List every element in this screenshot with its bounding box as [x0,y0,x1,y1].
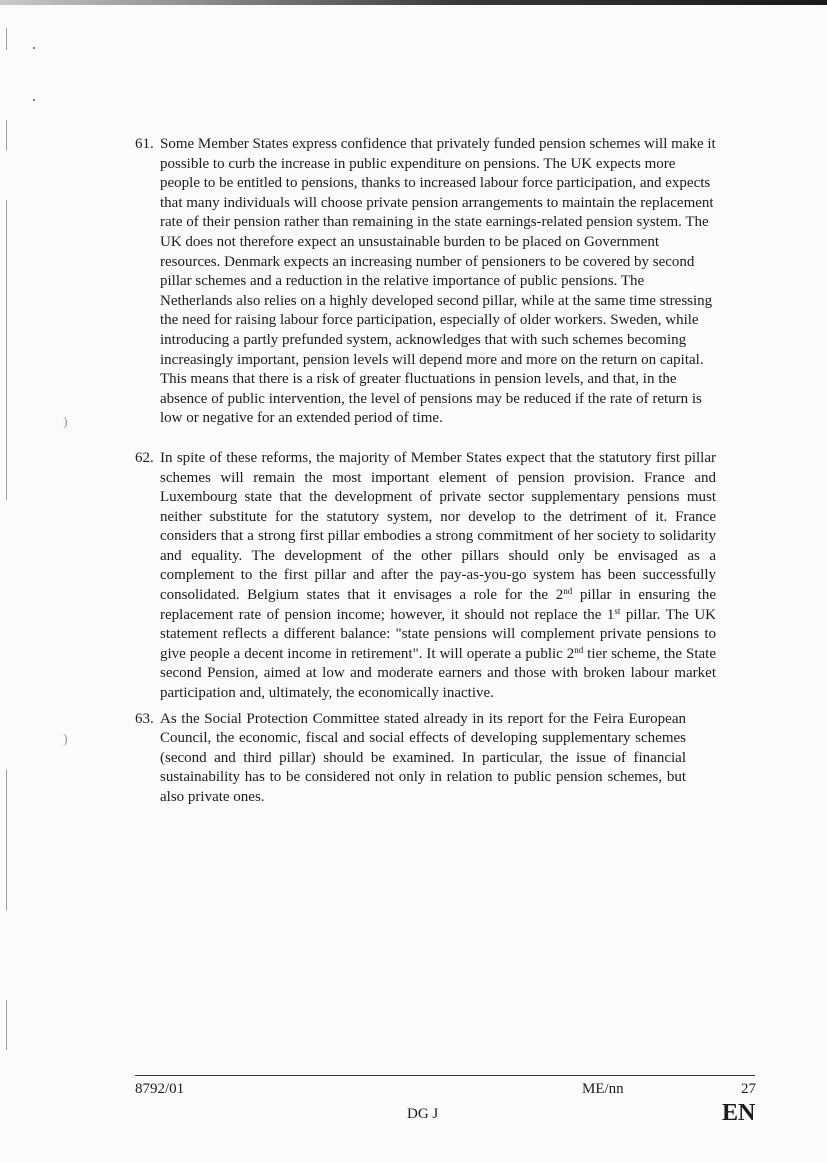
document-number: 8792/01 [135,1081,185,1097]
ordinal-suffix: nd [574,644,584,655]
footer-rule [135,1075,755,1076]
scan-dot [33,47,35,49]
paragraph-text: Some Member States express confidence that privately funded pension schemes will make it possible to curb the increase in public expenditure on pensions. The UK expects more people to be entitled to pensions, thanks to increased labour force participation, and expects that many individuals will choose private pension arrangements to maintain the replacement rate of their pension rather than remaining in the state earnings-related pension system. The UK does not therefore expect an unsustainable burden to be placed on Government resources. Denmark expects an increasing number of pensioners to be covered by second pillar schemes and a reduction in the relative importance of public pensions. The Netherlands also relies on a highly developed second pillar, while at the same time stressing the need for raising labour force participation, especially of older workers. Sweden, while introducing a partly prefunded system, acknowledges that with such schemes becoming increasingly important, pension levels will depend more and more on the return on capital. This means that there is a risk of greater fluctuations in pension levels, and that, in the absence of public intervention, the level of pensions may be reduced if the rate of return is low or negative for an extended period of time. [160,136,716,427]
ordinal-suffix: st [614,605,621,616]
paragraph-number: 62. [135,449,154,466]
ordinal-suffix: nd [563,586,573,597]
scan-margin-mark [6,120,7,150]
paragraph-number: 63. [135,710,154,727]
paragraph-62 [135,449,716,704]
scan-top-edge [0,0,827,5]
scan-margin-mark [6,1000,7,1050]
document-body [135,135,716,808]
text-segment: In spite of these reforms, the majority of Member States expect that the statutory first pillar schemes will remain the most important element of pension provision. France and Luxembourg state that the development of private sector supplementary pensions must neither substitute for the statutory system, nor develop to the detriment of it. France considers that a strong first pillar embodies a strong commitment of her society to solidarity and equality. The development of the other pillars should only be envisaged as a complement to the first pillar and after the pay-as-you-go system has been successfully consolidated. Belgium states that it envisages a role for the 2 [160,449,716,604]
text-segment: tier scheme, the State second Pension, aimed at low and moderate earners and those with broken labour market participation and, ultimately, the economically inactive. [160,645,716,702]
paragraph-text [160,449,716,704]
paragraph-63 [135,710,716,808]
author-initials: ME/nn [582,1081,624,1097]
paragraph-text: As the Social Protection Committee stated already in its report for the Feira European Council, the economic, fiscal and social effects of developing supplementary schemes (second and third pillar) should be examined. In particular, the issue of financial sustainability has to be considered not only in relation to public pension schemes, but also private ones. [160,710,686,805]
scan-margin-mark [6,770,7,910]
page-number: 27 [741,1081,756,1097]
scan-margin-mark [6,28,7,50]
text-segment: pillar in ensuring the replacement rate of pension income; however, it should not replace the 1 [160,587,716,623]
text-segment: pillar. The UK statement reflects a different balance: "state pensions will complement private pensions to give people a decent income in retirement". It will operate a public 2 [160,606,716,662]
scan-margin-mark [6,200,7,500]
language-code: EN [722,1100,756,1126]
scan-paren-mark: ) [63,415,68,430]
directorate-label: DG J [407,1106,439,1122]
scan-dot [33,99,35,101]
paragraph-61 [135,135,716,429]
paragraph-number: 61. [135,136,154,152]
scan-paren-mark: ) [63,732,68,747]
